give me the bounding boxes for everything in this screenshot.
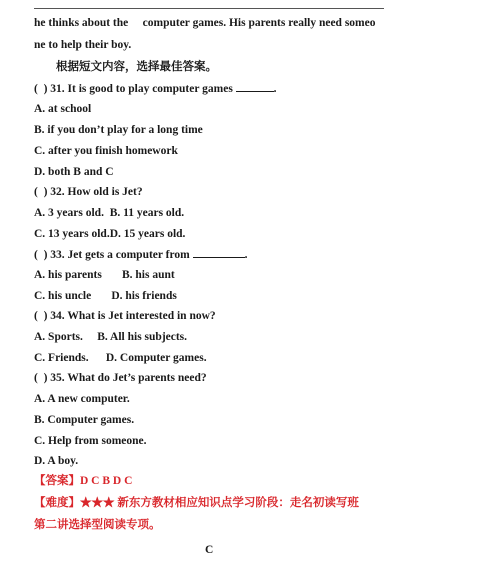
answer-value: D C B D C	[80, 475, 133, 487]
option: A. A new computer.	[34, 393, 130, 405]
option: A. Sports. B. All his subjects.	[34, 331, 188, 343]
question-stem: ( ) 33. Jet gets a computer from	[34, 249, 190, 261]
passage-line-1: he thinks about the computer games. His parents really need someo	[34, 17, 376, 29]
answer-key	[34, 474, 132, 488]
difficulty-stars: ★★★	[80, 497, 115, 509]
difficulty-text: 新东方教材相应知识点学习阶段：走名初读写班	[114, 497, 359, 509]
question-34: ( ) 34. What is Jet interested in now?	[34, 310, 216, 322]
option: C. his uncle D. his friends	[34, 290, 177, 302]
option: D. A boy.	[34, 455, 79, 467]
question-32: ( ) 32. How old is Jet?	[34, 186, 143, 198]
question-31	[34, 81, 277, 96]
difficulty-line-2: 第二讲选择型阅读专项。	[34, 519, 161, 531]
top-divider	[34, 8, 384, 9]
question-stem: ( ) 31. It is good to play computer games	[34, 83, 233, 95]
question-33	[34, 247, 248, 262]
answer-blank	[236, 81, 274, 92]
difficulty-line	[34, 496, 359, 510]
difficulty-label: 【难度】	[34, 497, 80, 509]
option: A. his parents B. his aunt	[34, 269, 175, 281]
passage-line-2: ne to help their boy.	[34, 39, 132, 51]
option: B. if you don’t play for a long time	[34, 124, 203, 136]
question-35: ( ) 35. What do Jet’s parents need?	[34, 372, 207, 384]
option: C. after you finish homework	[34, 145, 178, 157]
instruction: 根据短文内容，选择最佳答案。	[56, 61, 217, 73]
option: C. Friends. D. Computer games.	[34, 352, 207, 364]
option: A. at school	[34, 103, 92, 115]
option: C. 13 years old.D. 15 years old.	[34, 228, 186, 240]
answer-blank	[193, 247, 245, 258]
option: D. both B and C	[34, 166, 114, 178]
question-stem-end: .	[244, 249, 248, 261]
option: C. Help from someone.	[34, 435, 147, 447]
answer-label: 【答案】	[34, 475, 80, 487]
option: B. Computer games.	[34, 414, 135, 426]
page-letter: C	[205, 544, 214, 556]
option: A. 3 years old. B. 11 years old.	[34, 207, 185, 219]
question-stem-end: .	[273, 83, 277, 95]
